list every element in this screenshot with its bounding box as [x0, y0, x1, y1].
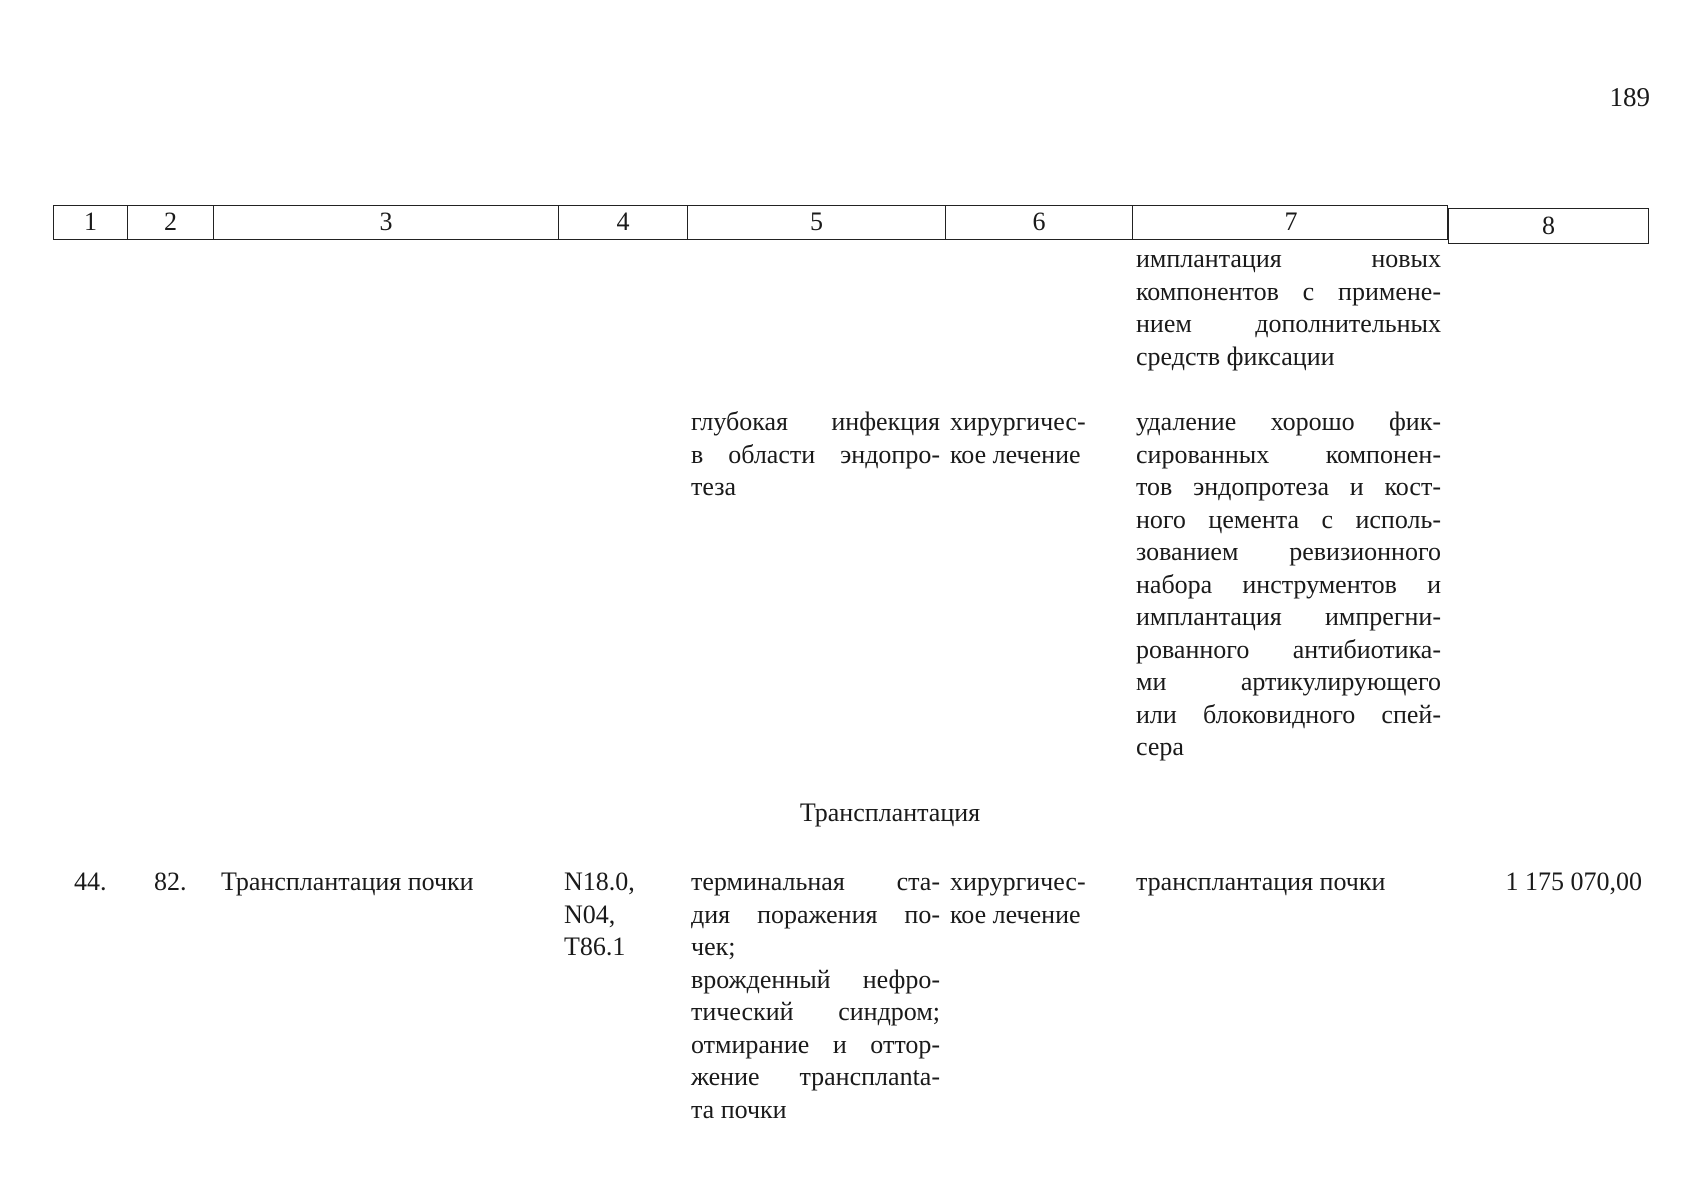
- text-line: хирургичес-: [950, 867, 1086, 896]
- text-line: жение трансплanta-: [691, 1062, 940, 1091]
- text-line: компонентов с примене-: [1136, 276, 1441, 306]
- row44-col2: 82.: [154, 867, 187, 896]
- header-col-1: 1: [84, 207, 97, 236]
- table-header-row: [53, 205, 1448, 240]
- text-line: набора инструментов и: [1136, 569, 1441, 599]
- text-line: нием дополнительных: [1136, 309, 1441, 338]
- text-line: ного цемента с исполь-: [1136, 504, 1441, 534]
- header-col-5: 5: [687, 206, 945, 239]
- text-line: дия поражения по-: [691, 899, 940, 929]
- text-line: чек;: [691, 932, 736, 961]
- text-line: сера: [1136, 732, 1184, 761]
- header-col-2: 2: [127, 206, 213, 239]
- text-line: та почки: [691, 1094, 787, 1124]
- text-line: N04,: [564, 899, 616, 929]
- row44-col1: 44.: [74, 867, 107, 896]
- header-col-4: 4: [558, 206, 687, 239]
- section-title: Трансплантация: [799, 798, 981, 827]
- text-line: терминальная ста-: [691, 867, 940, 896]
- row44-col5: [691, 866, 940, 1126]
- infection-col5: [691, 406, 940, 504]
- text-line: глубокая инфекция: [691, 407, 940, 436]
- text-line: врожденный нефро-: [691, 964, 940, 994]
- text-line: средств фиксации: [1136, 341, 1335, 371]
- header-col-8: 8: [1448, 208, 1649, 244]
- row44-col6: [950, 866, 1130, 931]
- text-line: теза: [691, 472, 737, 501]
- text-line: T86.1: [564, 932, 626, 961]
- text-line: рованного антибиотика-: [1136, 634, 1441, 664]
- text-line: в области эндопро-: [691, 439, 940, 469]
- text-line: отмирание и оттор-: [691, 1029, 940, 1059]
- row44-col3: Трансплантация почки: [221, 867, 474, 896]
- header-col-6: 6: [945, 206, 1132, 239]
- text-line: кое лечение: [950, 439, 1081, 469]
- header-col-7: 7: [1132, 206, 1449, 239]
- text-line: тов эндопротеза и кост-: [1136, 472, 1441, 501]
- text-line: кое лечение: [950, 899, 1081, 929]
- continued-col7: [1136, 243, 1441, 373]
- text-line: или блоковидного спей-: [1136, 699, 1441, 729]
- text-line: имплантация новых: [1136, 244, 1441, 273]
- header-col-3: 3: [213, 206, 558, 239]
- text-line: хирургичес-: [950, 407, 1086, 436]
- text-line: имплантация импрегни-: [1136, 602, 1441, 631]
- text-line: N18.0,: [564, 867, 635, 896]
- text-line: зованием ревизионного: [1136, 537, 1441, 566]
- row44-col4: [564, 866, 684, 964]
- text-line: тический синдром;: [691, 997, 940, 1026]
- page-number: 189: [1609, 82, 1650, 112]
- row44-col8: 1 175 070,00: [1505, 867, 1642, 896]
- infection-col7: [1136, 406, 1441, 764]
- text-line: сированных компонен-: [1136, 439, 1441, 469]
- text-line: удаление хорошо фик-: [1136, 407, 1441, 436]
- row44-col7: трансплантация почки: [1136, 867, 1386, 896]
- text-line: ми артикулирующего: [1136, 667, 1441, 696]
- infection-col6: [950, 406, 1130, 471]
